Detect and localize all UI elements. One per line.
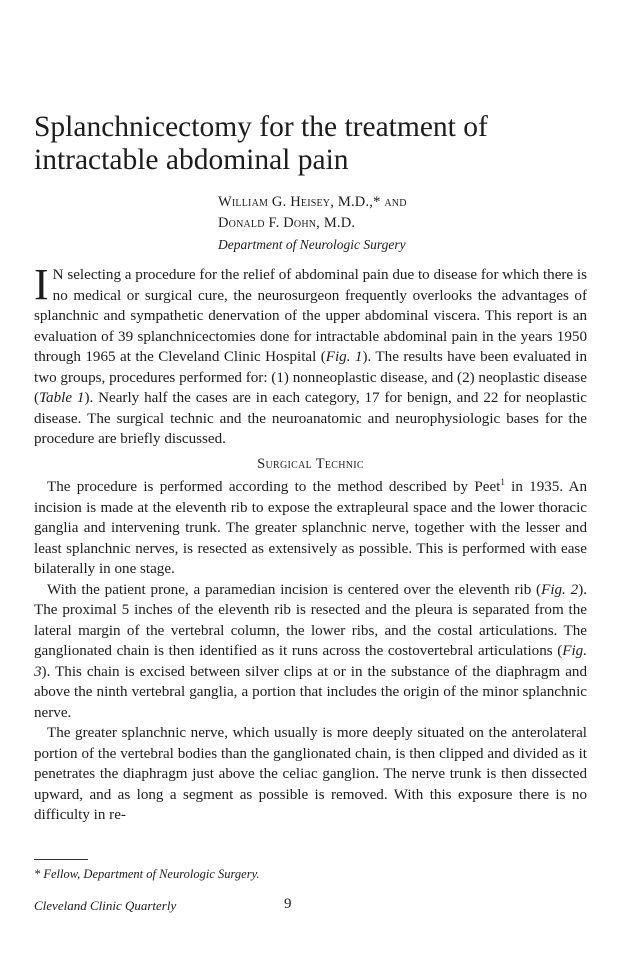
journal-name: Cleveland Clinic Quarterly	[34, 898, 177, 913]
footnote: * Fellow, Department of Neurologic Surgery.	[34, 867, 260, 881]
article-body	[34, 260, 588, 826]
article-title: Splanchnicectomy for the treatment of intractable abdominal pain	[34, 111, 488, 176]
table-ref-1: Table 1	[39, 390, 85, 406]
page-number: 9	[284, 896, 292, 912]
paragraph-2: With the patient prone, a paramedian incision is centered over the eleventh rib (Fig. 2). The proximal 5 inches of the eleventh rib is resected and the pleura is separated from the lateral margin of the vertebral column, the lower ribs, and the costal articulations. The ganglionated chain is then identified as it runs across the costovertebral articulations (Fig. 3). This chain is excised between silver clips at or in the substance of the diaphragm and above the ninth vertebral ganglia, a portion that includes the origin of the minor splanchnic nerve.	[34, 581, 588, 721]
figure-ref-3: Fig. 3	[34, 643, 587, 680]
paragraph-1: The procedure is performed according to the method described by Peet$^1$ in 1935. An incision is made at the eleventh rib to expose the extrapleural space and the lower thoracic ganglia and intervening trunk. The greater splanchnic nerve, together with the lesser and least splanchnic nerves, is resected as extensively as possible. This is performed with ease bilaterally in one stage.	[34, 476, 587, 577]
drop-cap: I	[34, 260, 49, 309]
paragraph-3: The greater splanchnic nerve, which usually is more deeply situated on the anterolateral portion of the vertebral bodies than the ganglionated chain, is then clipped and divided as it penetrates the diaphragm just above the celiac ganglion. The nerve trunk is then dissected upward, and as long a segment as possible is removed. With this exposure there is no difficulty in re-	[34, 725, 587, 823]
intro-paragraph: I N selecting a procedure for the relief of abdominal pain due to disease for which there is no medical or surgical cure, the neurosurgeon frequently overlooks the advantages of splanchnic and sympathetic denervation of the upper abdominal viscera. This report is an evaluation of 39 splanchnicectomies done for intractable abdominal pain in the years 1950 through 1965 at the Cleveland Clinic Hospital (Fig. 1). The results have been evaluated in two groups, procedures performed for: (1) nonneoplastic disease, and (2) neoplastic disease (Table 1). Nearly half the cases are in each category, 17 for benign, and 22 for neoplastic disease. The surgical technic and the neuroanatomic and neurophysiologic bases for the procedure are briefly discussed.	[34, 260, 587, 447]
section-heading: Surgical Technic	[257, 455, 364, 472]
author-2: Donald F. Dohn, M.D.	[218, 215, 356, 231]
figure-ref-2: Fig. 2	[541, 581, 579, 598]
department: Department of Neurologic Surgery	[218, 237, 406, 252]
citation-ref: 1	[500, 476, 505, 487]
footnote-rule	[34, 859, 88, 860]
figure-ref-1: Fig. 1	[325, 349, 363, 365]
author-block	[218, 192, 598, 255]
author-1: William G. Heisey, M.D.,* and	[218, 194, 407, 210]
